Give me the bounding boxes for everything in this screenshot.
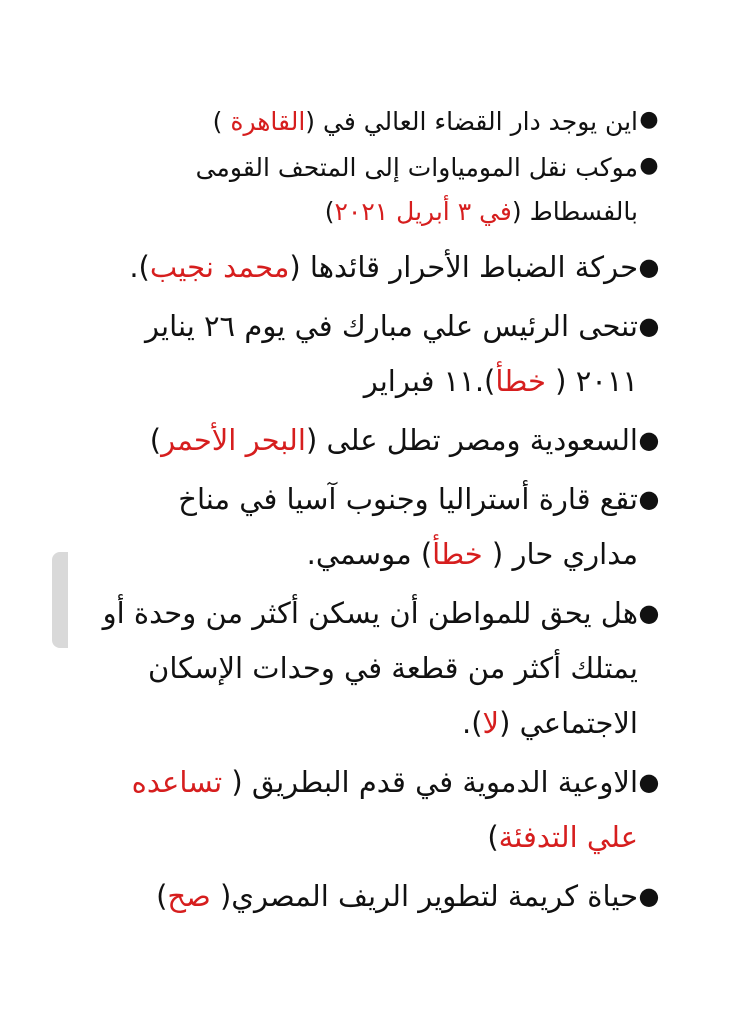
bullet-icon: ● xyxy=(638,882,660,910)
close-paren: ) xyxy=(149,423,162,457)
open-paren: ( xyxy=(222,765,243,799)
answer: خطأ xyxy=(432,537,483,571)
close-paren: ) xyxy=(138,250,150,284)
open-paren: ( xyxy=(511,197,522,226)
list-item xyxy=(100,100,660,144)
question: تنحى الرئيس علي مبارك في يوم ٢٦ يناير ٢٠١١ xyxy=(145,309,638,398)
tail: . xyxy=(462,706,472,740)
item-text xyxy=(100,472,638,582)
answer: القاهرة xyxy=(230,107,306,136)
close-paren: ) xyxy=(420,537,433,571)
item-text xyxy=(100,755,638,865)
list-item xyxy=(100,869,660,924)
open-paren: ( xyxy=(210,879,232,913)
open-paren: ( xyxy=(545,364,567,398)
list-item xyxy=(100,146,660,234)
open-paren: ( xyxy=(305,107,316,136)
tail: .١١ فبراير xyxy=(363,364,485,398)
bullet-icon: ● xyxy=(638,312,660,340)
bullet-icon: ● xyxy=(638,426,660,454)
item-text xyxy=(100,586,638,751)
bullet-icon: ● xyxy=(638,768,660,796)
list-item xyxy=(100,472,660,582)
open-paren: ( xyxy=(289,250,301,284)
question: السعودية ومصر تطل على xyxy=(317,423,638,457)
question-list xyxy=(100,100,660,924)
item-text xyxy=(100,146,638,234)
question: هل يحق للمواطن أن يسكن أكثر من وحدة أو يمتلك أكثر من قطعة في وحدات الإسكان الاجتماعي xyxy=(102,596,638,740)
close-paren: ) xyxy=(471,706,483,740)
list-item xyxy=(100,299,660,409)
tail: . xyxy=(129,250,139,284)
item-text xyxy=(100,240,638,295)
open-paren: ( xyxy=(482,537,504,571)
answer: في ٣ أبريل ٢٠٢١ xyxy=(334,197,512,226)
question: اين يوجد دار القضاء العالي في xyxy=(315,107,638,136)
close-paren: ) xyxy=(324,197,335,226)
answer: تساعده علي التدفئة xyxy=(131,765,638,854)
close-paren: ) xyxy=(212,107,231,136)
question: حياة كريمة لتطوير الريف المصري xyxy=(231,879,638,913)
bullet-icon: ● xyxy=(638,485,660,513)
open-paren: ( xyxy=(499,706,511,740)
question: الاوعية الدموية في قدم البطريق xyxy=(242,765,638,799)
item-text xyxy=(100,869,638,924)
tail: موسمي. xyxy=(306,537,421,571)
bullet-icon: ● xyxy=(638,253,660,281)
answer: خطأ xyxy=(495,364,546,398)
close-paren: ) xyxy=(156,879,168,913)
item-text xyxy=(100,413,638,468)
answer: صح xyxy=(167,879,211,913)
answer: البحر الأحمر xyxy=(161,423,306,457)
item-text xyxy=(100,299,638,409)
bullet-icon: ● xyxy=(639,153,659,178)
bullet-icon: ● xyxy=(638,599,660,627)
answer: لا xyxy=(482,706,500,740)
side-scroll-tab[interactable] xyxy=(52,552,68,648)
list-item xyxy=(100,586,660,751)
list-item xyxy=(100,755,660,865)
bullet-icon: ● xyxy=(639,107,659,132)
question: حركة الضباط الأحرار قائدها xyxy=(300,250,638,284)
open-paren: ( xyxy=(305,423,318,457)
question: تقع قارة أستراليا وجنوب آسيا في مناخ مداري حار xyxy=(178,482,638,571)
question: موكب نقل المومياوات إلى المتحف القومى بالفسطاط xyxy=(195,153,638,226)
list-item xyxy=(100,240,660,295)
answer: محمد نجيب xyxy=(149,250,290,284)
close-paren: ) xyxy=(484,364,496,398)
item-text xyxy=(100,100,638,144)
close-paren: ) xyxy=(487,820,499,854)
list-item xyxy=(100,413,660,468)
